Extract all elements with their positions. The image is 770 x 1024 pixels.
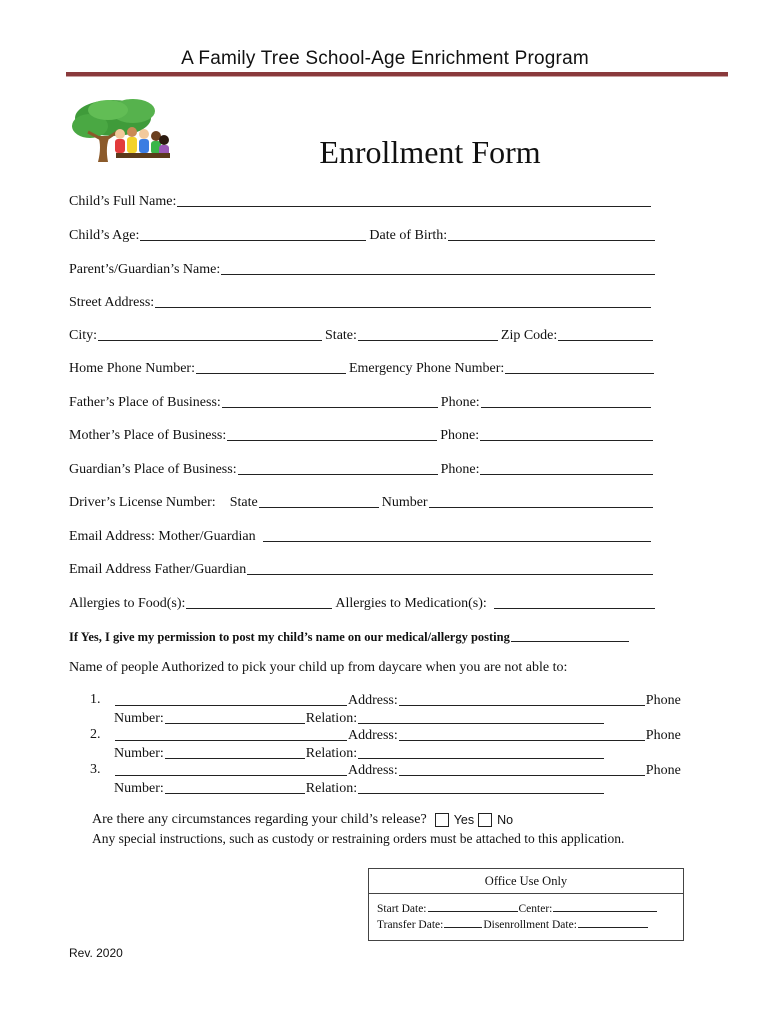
authorized-address-label-2: Address:: [348, 728, 398, 743]
center-input[interactable]: [553, 901, 657, 912]
parent-name-input[interactable]: [221, 262, 655, 275]
mother-business-row: [69, 424, 655, 444]
office-row-2: [377, 917, 649, 931]
mother-phone-input[interactable]: [480, 428, 653, 441]
authorized-line-1a: [114, 691, 681, 709]
parent-name-row: [69, 258, 657, 278]
city-state-zip-row: [69, 324, 655, 344]
release-question-row: [92, 812, 513, 828]
revision-label: Rev. 2020: [69, 946, 123, 960]
license-label: Driver’s License Number:: [69, 495, 216, 510]
dob-label: Date of Birth:: [369, 228, 448, 243]
authorized-relation-label-3: Relation:: [305, 781, 358, 796]
authorized-address-label-3: Address:: [348, 763, 398, 778]
city-label: City:: [69, 328, 98, 343]
authorized-relation-input-3[interactable]: [358, 781, 604, 794]
authorized-number-label-3: Number:: [114, 781, 164, 796]
child-name-label: Child’s Full Name:: [69, 194, 177, 209]
disenrollment-date-input[interactable]: [578, 917, 648, 928]
authorized-relation-label-2: Relation:: [305, 746, 358, 761]
home-phone-label: Home Phone Number:: [69, 361, 195, 376]
disenrollment-date-label: Disenrollment Date:: [483, 919, 577, 931]
office-row-1: [377, 901, 658, 915]
authorized-address-label-1: Address:: [348, 693, 398, 708]
child-age-label: Child’s Age:: [69, 228, 140, 243]
license-state-label: State: [229, 495, 258, 510]
father-business-row: [69, 391, 653, 411]
allergies-row: [69, 592, 657, 612]
father-phone-label: Phone:: [440, 395, 480, 410]
authorized-phone-label-3: Phone: [645, 763, 681, 778]
mother-phone-label: Phone:: [440, 428, 480, 443]
release-yes-checkbox[interactable]: [435, 813, 449, 827]
state-input[interactable]: [358, 328, 498, 341]
authorized-address-input-2[interactable]: [399, 728, 645, 741]
authorized-phone-label-2: Phone: [645, 728, 681, 743]
form-title: Enrollment Form: [319, 134, 541, 170]
allergy-food-label: Allergies to Food(s):: [69, 596, 186, 611]
release-no-label: No: [497, 813, 514, 827]
license-number-input[interactable]: [429, 495, 653, 508]
release-no-checkbox[interactable]: [478, 813, 492, 827]
state-label: State:: [325, 328, 357, 343]
authorized-relation-input-1[interactable]: [358, 711, 604, 724]
authorized-intro: Name of people Authorized to pick your child up from daycare when you are not able to:: [69, 660, 568, 675]
dob-input[interactable]: [448, 228, 655, 241]
email-mother-input[interactable]: [263, 529, 651, 542]
permission-text: If Yes, I give my permission to post my child’s name on our medical/allergy posting: [69, 630, 510, 644]
authorized-relation-input-2[interactable]: [358, 746, 604, 759]
allergy-med-input[interactable]: [494, 596, 655, 609]
guardian-business-row: [69, 458, 655, 478]
street-row: [69, 291, 653, 311]
father-business-label: Father’s Place of Business:: [69, 395, 221, 410]
start-date-input[interactable]: [428, 901, 518, 912]
authorized-phone-label-1: Phone: [645, 693, 681, 708]
authorized-address-input-1[interactable]: [399, 693, 645, 706]
parent-name-label: Parent’s/Guardian’s Name:: [69, 262, 221, 277]
authorized-number-1: 1.: [90, 692, 101, 707]
special-instructions: Any special instructions, such as custody or restraining orders must be attached to this application.: [92, 831, 625, 846]
authorized-name-input-2[interactable]: [115, 728, 347, 741]
email-mother-label: Email Address: Mother/Guardian: [69, 529, 256, 544]
authorized-number-label-2: Number:: [114, 746, 164, 761]
father-business-input[interactable]: [222, 395, 438, 408]
office-use-box: [368, 868, 684, 941]
authorized-address-input-3[interactable]: [399, 763, 645, 776]
mother-business-label: Mother’s Place of Business:: [69, 428, 227, 443]
age-dob-row: [69, 224, 657, 244]
guardian-business-input[interactable]: [238, 462, 438, 475]
guardian-phone-input[interactable]: [480, 462, 653, 475]
transfer-date-label: Transfer Date:: [377, 919, 444, 931]
authorized-number-2: 2.: [90, 727, 101, 742]
center-label: Center:: [518, 903, 553, 915]
release-yes-label: Yes: [453, 813, 475, 827]
email-father-input[interactable]: [247, 562, 653, 575]
child-age-input[interactable]: [140, 228, 366, 241]
start-date-label: Start Date:: [377, 903, 427, 915]
office-use-title: Office Use Only: [369, 869, 683, 894]
emergency-phone-label: Emergency Phone Number:: [348, 361, 505, 376]
authorized-phone-input-1[interactable]: [165, 711, 305, 724]
email-father-row: [69, 558, 655, 578]
permission-row: [69, 625, 631, 645]
email-father-label: Email Address Father/Guardian: [69, 562, 247, 577]
guardian-phone-label: Phone:: [440, 462, 480, 477]
release-question: Are there any circumstances regarding your child’s release?: [92, 812, 427, 827]
authorized-number-label-1: Number:: [114, 711, 164, 726]
child-name-input[interactable]: [177, 194, 651, 207]
authorized-phone-input-3[interactable]: [165, 781, 305, 794]
authorized-number-3: 3.: [90, 762, 101, 777]
authorized-name-input-3[interactable]: [115, 763, 347, 776]
authorized-line-2a: [114, 726, 681, 744]
license-number-label: Number: [381, 495, 428, 510]
home-phone-input[interactable]: [196, 361, 346, 374]
authorized-relation-label-1: Relation:: [305, 711, 358, 726]
allergy-med-label: Allergies to Medication(s):: [335, 596, 487, 611]
program-name: A Family Tree School-Age Enrichment Program: [181, 48, 589, 69]
header-divider: [66, 72, 728, 77]
allergy-food-input[interactable]: [186, 596, 332, 609]
street-input[interactable]: [155, 295, 651, 308]
authorized-line-1b: [114, 709, 605, 727]
permission-input[interactable]: [511, 629, 629, 642]
child-name-row: [69, 190, 653, 210]
authorized-line-2b: [114, 744, 605, 762]
authorized-line-3b: [114, 779, 605, 797]
guardian-business-label: Guardian’s Place of Business:: [69, 462, 237, 477]
authorized-line-3a: [114, 761, 681, 779]
phone-row: [69, 357, 656, 377]
email-mother-row: [69, 525, 653, 545]
license-state-input[interactable]: [259, 495, 379, 508]
father-phone-input[interactable]: [481, 395, 651, 408]
mother-business-input[interactable]: [227, 428, 437, 441]
zip-input[interactable]: [558, 328, 653, 341]
street-label: Street Address:: [69, 295, 155, 310]
emergency-phone-input[interactable]: [505, 361, 654, 374]
authorized-phone-input-2[interactable]: [165, 746, 305, 759]
license-row: [69, 491, 655, 511]
transfer-date-input[interactable]: [444, 917, 482, 928]
authorized-name-input-1[interactable]: [115, 693, 347, 706]
city-input[interactable]: [98, 328, 322, 341]
zip-label: Zip Code:: [500, 328, 558, 343]
